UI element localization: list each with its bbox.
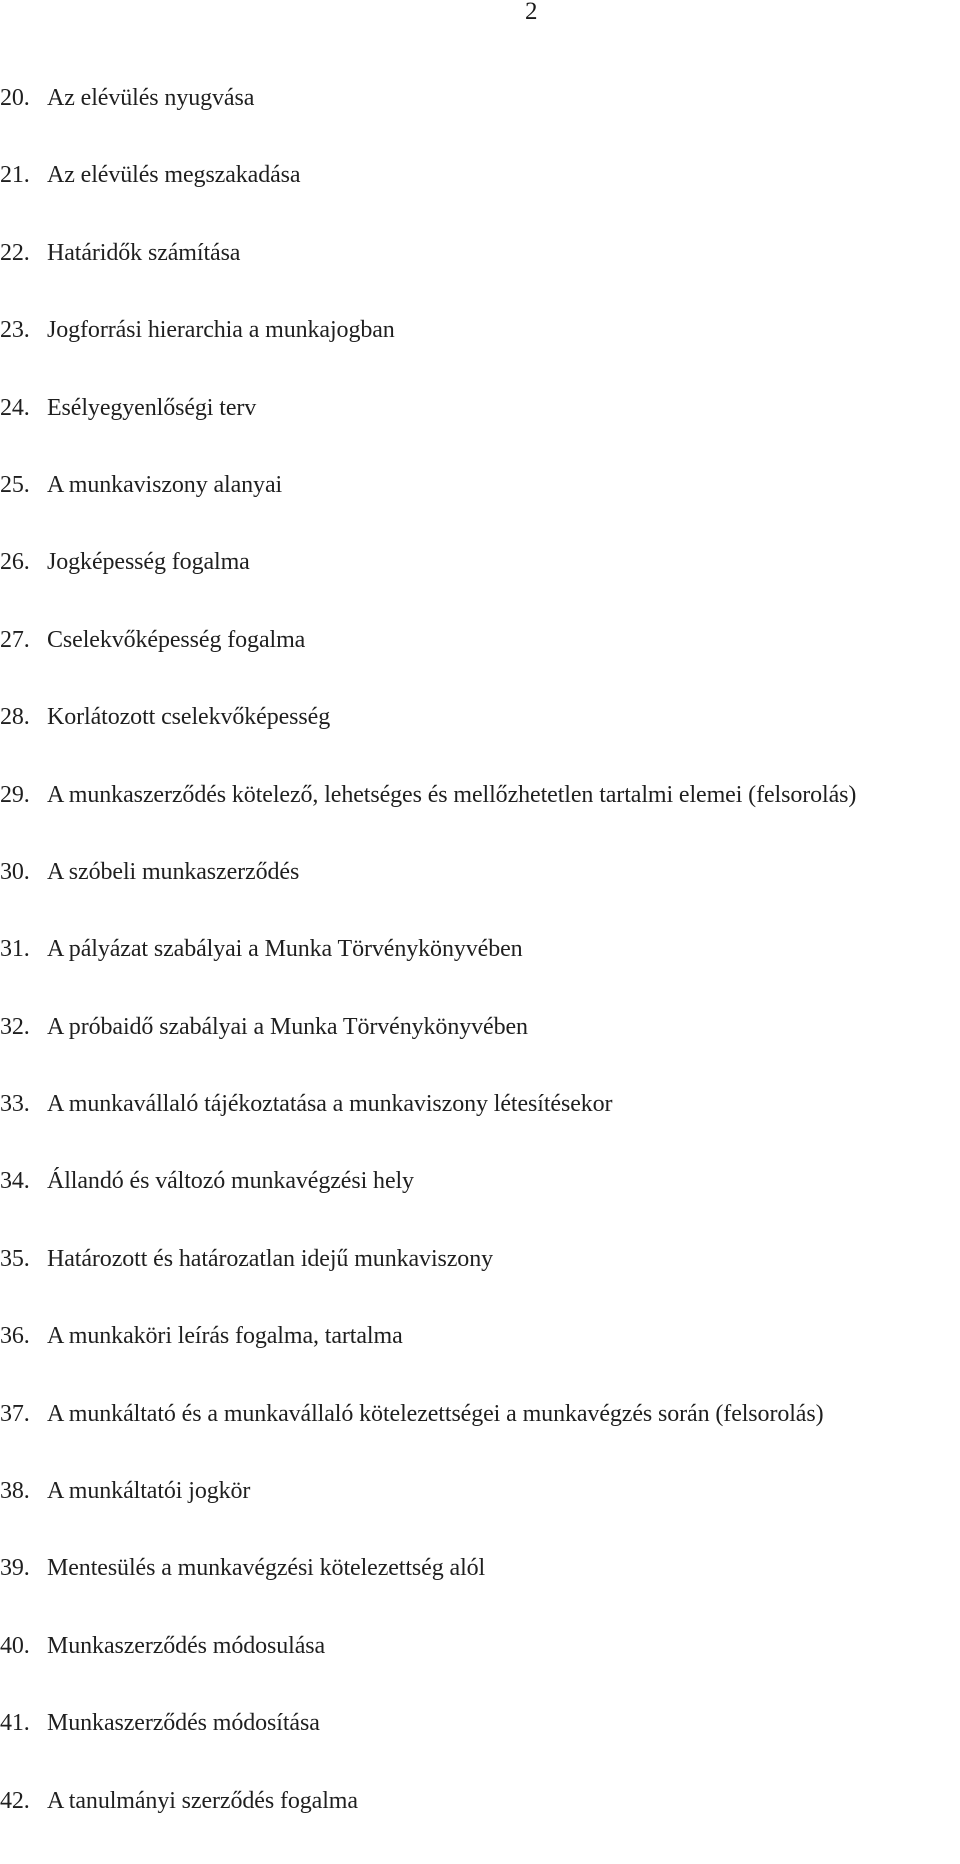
item-text: Cselekvőképesség fogalma (47, 626, 306, 653)
item-text: Az elévülés megszakadása (47, 162, 301, 189)
item-number: 31. (0, 936, 30, 963)
list-item (0, 1090, 960, 1167)
item-number: 23. (0, 317, 30, 344)
list-item (0, 1400, 960, 1477)
list-item (0, 239, 960, 316)
item-number: 20. (0, 85, 30, 111)
item-text: A munkáltatói jogkör (47, 1478, 251, 1505)
item-number: 27. (0, 626, 30, 653)
topic-list (0, 84, 960, 1864)
item-text: A munkáltató és a munkavállaló kötelezettségei a munkavégzés során (felsorolás) (47, 1400, 824, 1427)
item-text: A munkaszerződés kötelező, lehetséges és mellőzhetetlen tartalmi elemei (felsorolás) (47, 781, 857, 808)
list-item (0, 1709, 960, 1786)
item-text: A próbaidő szabályai a Munka Törvénykönyvében (47, 1013, 528, 1040)
item-number: 35. (0, 1245, 30, 1272)
item-text: Jogforrási hierarchia a munkajogban (47, 317, 395, 344)
list-item (0, 858, 960, 935)
item-number: 32. (0, 1013, 30, 1040)
list-item (0, 161, 960, 238)
item-text: Mentesülés a munkavégzési kötelezettség alól (47, 1555, 486, 1582)
list-item (0, 781, 960, 858)
item-number: 34. (0, 1168, 30, 1195)
list-item (0, 1322, 960, 1399)
list-item (0, 548, 960, 625)
item-text: Esélyegyenlőségi terv (47, 394, 257, 421)
item-number: 25. (0, 471, 30, 498)
item-number: 26. (0, 549, 30, 576)
item-text: Munkaszerződés módosítása (47, 1710, 320, 1737)
list-item (0, 626, 960, 703)
item-number: 29. (0, 781, 30, 808)
item-text: Állandó és változó munkavégzési hely (47, 1168, 414, 1195)
list-item (0, 1245, 960, 1322)
item-number: 28. (0, 704, 30, 731)
item-number: 33. (0, 1091, 30, 1118)
list-item (0, 84, 960, 161)
list-item (0, 1013, 960, 1090)
list-item (0, 394, 960, 471)
item-number: 41. (0, 1710, 30, 1737)
list-item (0, 935, 960, 1012)
item-text: Határidők számítása (47, 239, 241, 266)
item-text: A munkaviszony alanyai (47, 471, 283, 498)
item-text: A tanulmányi szerződés fogalma (47, 1787, 358, 1814)
item-number: 40. (0, 1632, 30, 1659)
item-number: 30. (0, 858, 30, 885)
item-number: 36. (0, 1323, 30, 1350)
item-number: 39. (0, 1555, 30, 1582)
item-text: A munkavállaló tájékoztatása a munkaviszony létesítésekor (47, 1091, 613, 1118)
item-text: Jogképesség fogalma (47, 549, 250, 576)
item-text: A pályázat szabályai a Munka Törvénykönyvében (47, 936, 523, 963)
item-text: Munkaszerződés módosulása (47, 1632, 326, 1659)
item-number: 24. (0, 394, 30, 421)
list-item (0, 1554, 960, 1631)
item-text: Korlátozott cselekvőképesség (47, 704, 331, 731)
list-item (0, 1787, 960, 1864)
list-item (0, 1632, 960, 1709)
item-number: 22. (0, 239, 30, 266)
item-number: 37. (0, 1400, 30, 1427)
item-number: 42. (0, 1787, 30, 1814)
item-text: Határozott és határozatlan idejű munkaviszony (47, 1245, 494, 1272)
list-item (0, 703, 960, 780)
list-item (0, 471, 960, 548)
item-text: A szóbeli munkaszerződés (47, 858, 300, 885)
list-item (0, 1167, 960, 1244)
list-item (0, 316, 960, 393)
page-number: 2 (525, 0, 538, 25)
list-item (0, 1477, 960, 1554)
item-text: Az elévülés nyugvása (47, 85, 255, 111)
item-number: 38. (0, 1478, 30, 1505)
item-number: 21. (0, 162, 30, 189)
item-text: A munkaköri leírás fogalma, tartalma (47, 1323, 403, 1350)
